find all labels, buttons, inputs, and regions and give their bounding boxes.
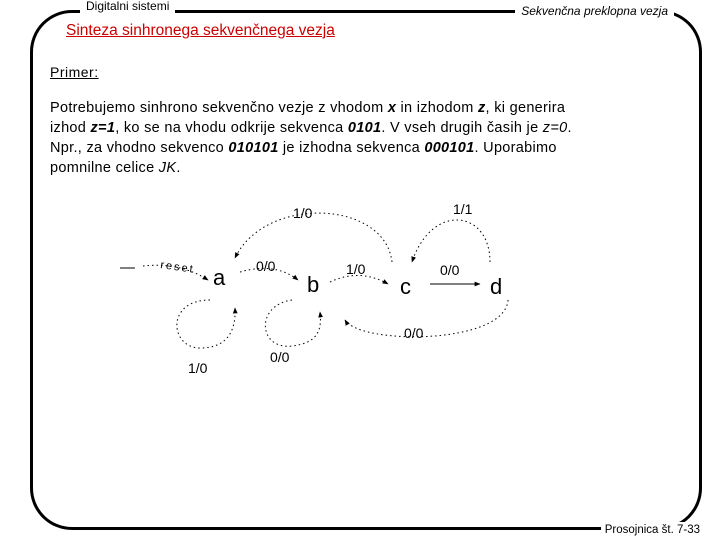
- description-line-3: Npr., za vhodno sekvenco 010101 je izhodna sekvenca 000101. Uporabimo: [50, 140, 557, 156]
- label-b-c: 1/0: [346, 261, 366, 277]
- slide-subtitle: Primer:: [50, 64, 99, 80]
- label-c-d: 0/0: [440, 262, 460, 278]
- transition-d-c: [412, 220, 490, 262]
- state-d: d: [490, 274, 503, 299]
- transition-c-a: [235, 213, 392, 262]
- description-line-4: pomnilne celice JK.: [50, 160, 181, 176]
- description-line-2: izhod z=1, ko se na vhodu odkrije sekvenca 0101. V vseh drugih časih je z=0.: [50, 120, 572, 136]
- state-c: c: [400, 274, 411, 299]
- state-b: b: [307, 272, 320, 297]
- transition-b-self: [265, 300, 320, 346]
- label-d-c: 1/1: [453, 201, 473, 217]
- label-c-a: 1/0: [293, 205, 313, 221]
- label-a-self: 1/0: [188, 360, 208, 376]
- slide-title: Sinteza sinhronega sekvenčnega vezja: [66, 22, 335, 39]
- description-line-1: Potrebujemo sinhrono sekvenčno vezje z vhodom x in izhodom z, ki generira: [50, 100, 566, 116]
- label-b-self: 0/0: [270, 349, 290, 365]
- transition-d-b: [345, 300, 508, 337]
- label-a-b: 0/0: [256, 258, 276, 274]
- state-a: a: [213, 265, 226, 290]
- chapter-name: Sekvenčna preklopna vezja: [515, 4, 674, 18]
- reset-label: reset: [159, 259, 196, 276]
- course-name: Digitalni sistemi: [80, 0, 175, 13]
- label-d-b: 0/0: [404, 325, 424, 341]
- slide-number: Prosojnica št. 7-33: [601, 522, 704, 538]
- transition-a-self: [177, 300, 235, 348]
